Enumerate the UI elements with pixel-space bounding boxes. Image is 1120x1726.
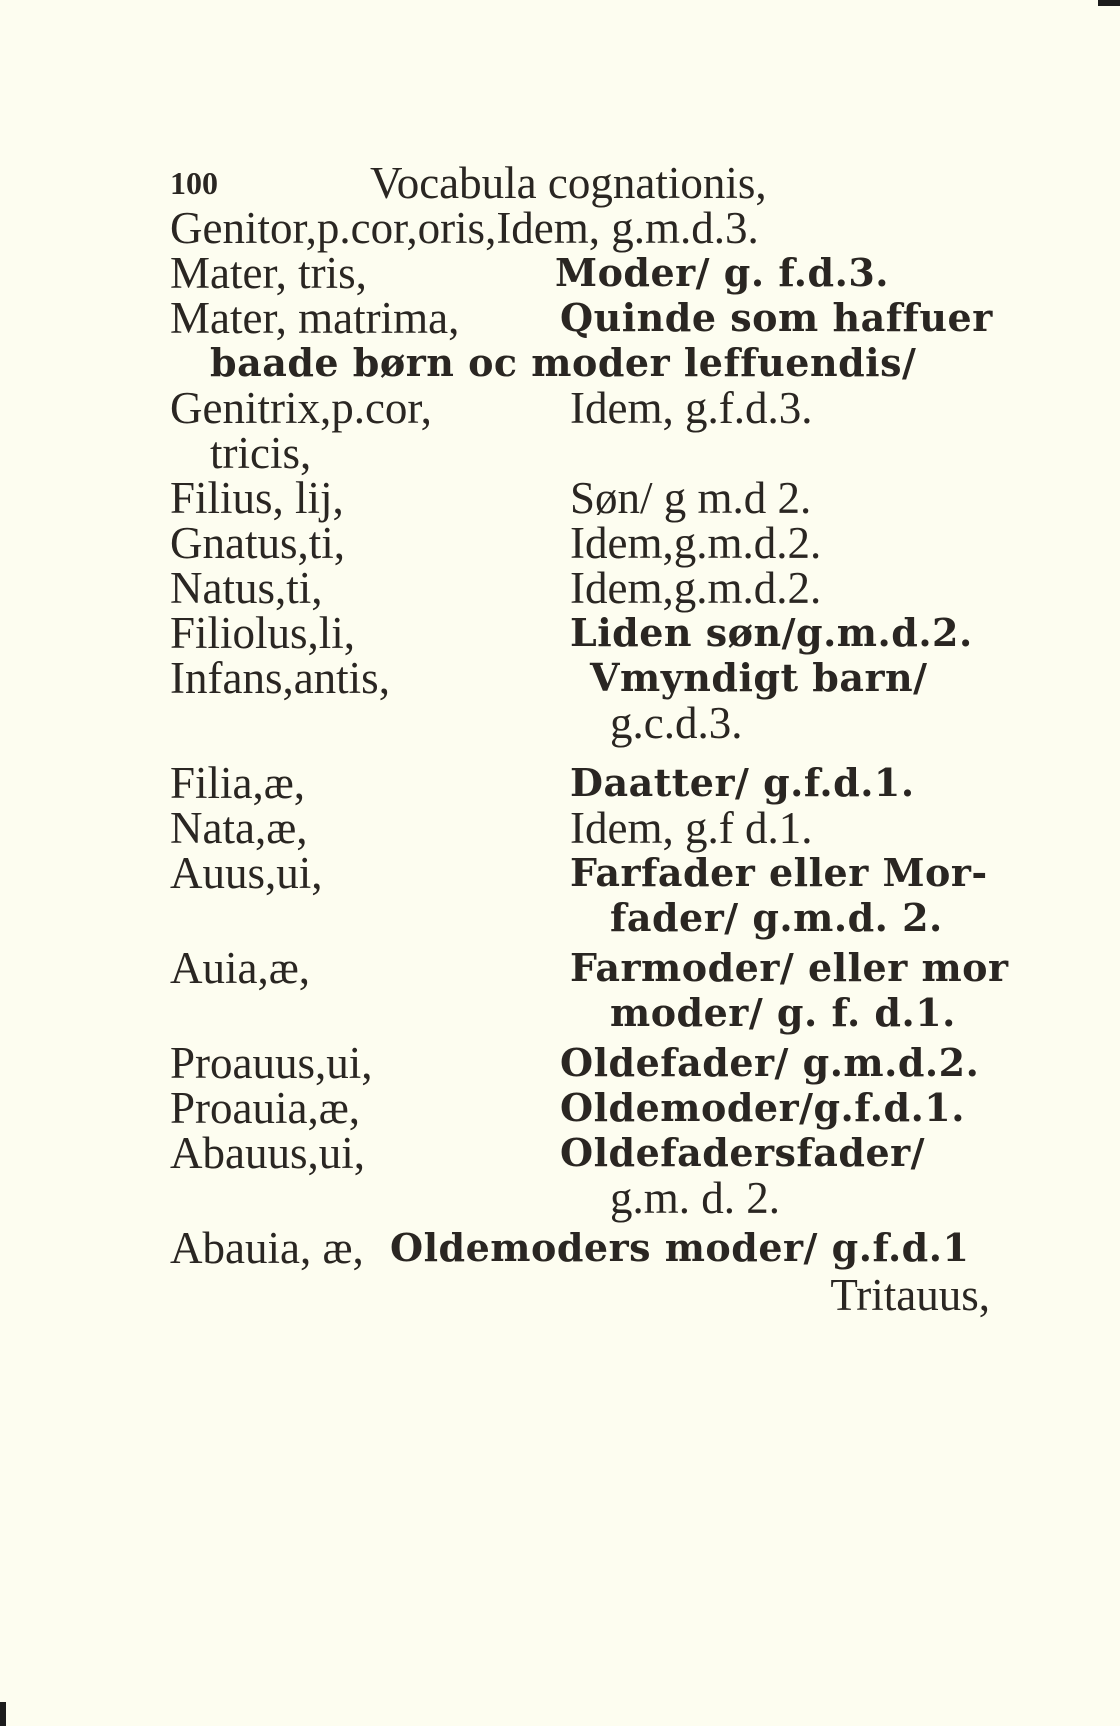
danish-gloss: Idem, g.f.d.3. [570,383,813,433]
latin-term: Abauia, æ, [170,1223,364,1273]
latin-term: Natus,ti, [170,563,323,613]
latin-term: Auia,æ, [170,943,310,993]
danish-gloss: Oldemoder/g.f.d.1. [560,1085,965,1130]
scan-edge-mark-top [1098,0,1120,6]
danish-gloss: Farmoder/ eller mor [570,945,1009,990]
page-number: 100 [170,165,218,201]
danish-gloss: Idem,g.m.d.2. [570,563,822,613]
danish-gloss: baade børn oc moder leffuendis/ [210,340,917,385]
page-title: Vocabula cognationis, [370,158,767,208]
danish-gloss: Moder/ g. f.d.3. [555,250,890,295]
danish-gloss: Idem, g.f d.1. [570,803,813,853]
latin-term: Genitor,p.cor,oris,Idem, g.m.d.3. [170,203,759,253]
catchword: Tritauus, [830,1270,990,1320]
danish-gloss: Daatter/ g.f.d.1. [570,760,915,805]
scan-edge-mark-bottom [0,1702,6,1726]
danish-gloss: Søn/ g m.d 2. [570,473,812,523]
danish-gloss: Quinde som haffuer [560,295,993,340]
danish-gloss: Farfader eller Mor- [570,850,988,895]
danish-gloss: Oldefadersfader/ [560,1130,926,1175]
catchword-row [170,1267,990,1323]
latin-term: Mater, matrima, [170,293,460,343]
danish-gloss: g.c.d.3. [610,698,743,748]
latin-term: Abauus,ui, [170,1128,365,1178]
latin-term: Mater, tris, [170,248,367,298]
danish-gloss: Oldemoders moder/ g.f.d.1 [390,1225,970,1270]
danish-gloss: Idem,g.m.d.2. [570,518,822,568]
latin-term: Infans,antis, [170,653,390,703]
danish-gloss: Oldefader/ g.m.d.2. [560,1040,980,1085]
latin-term: Filius, lij, [170,473,344,523]
latin-term: Genitrix,p.cor, [170,383,432,433]
latin-term: Proauus,ui, [170,1038,373,1088]
latin-term: Filiolus,li, [170,608,356,658]
danish-gloss: Liden søn/g.m.d.2. [570,610,973,655]
danish-gloss: g.m. d. 2. [610,1173,781,1223]
latin-term: Nata,æ, [170,803,308,853]
latin-term: Gnatus,ti, [170,518,345,568]
danish-gloss: fader/ g.m.d. 2. [610,895,943,940]
latin-term: tricis, [210,428,312,478]
latin-term: Filia,æ, [170,758,306,808]
danish-gloss: Vmyndigt barn/ [590,655,928,700]
latin-term: Proauia,æ, [170,1083,360,1133]
danish-gloss: moder/ g. f. d.1. [610,990,956,1035]
latin-term: Auus,ui, [170,848,323,898]
